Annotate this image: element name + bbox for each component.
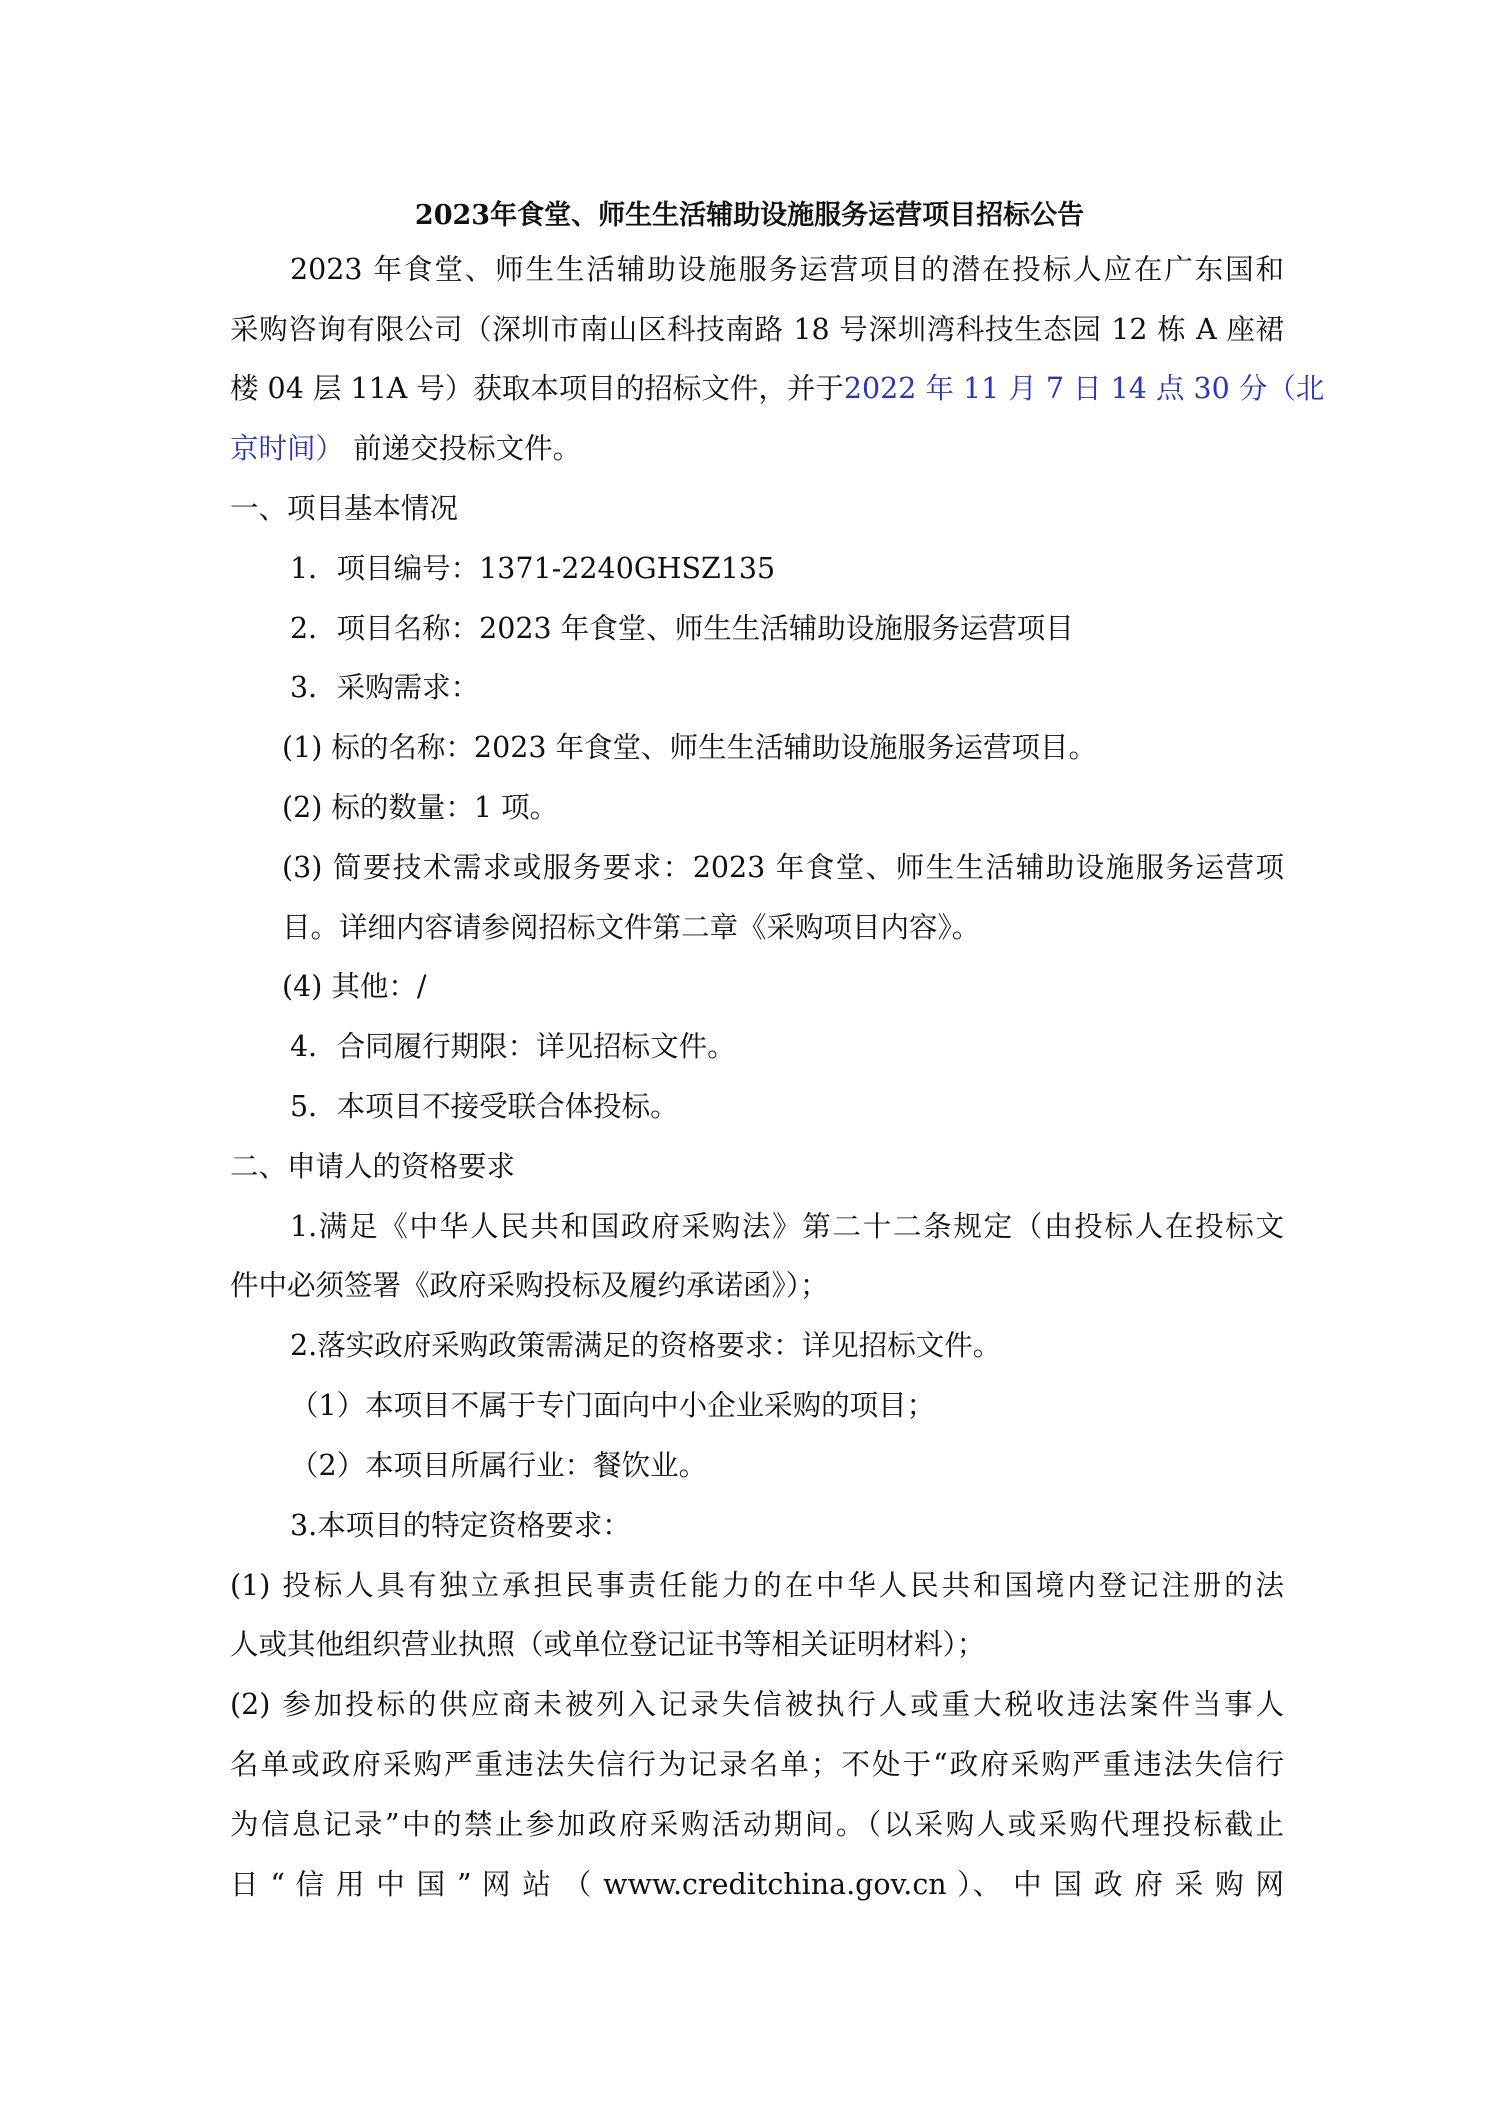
specific-req-1-line-1: (1) 投标人具有独立承担民事责任能力的在中华人民共和国境内登记注册的法	[230, 1569, 1284, 1602]
intro-line-2: 采购咨询有限公司（深圳市南山区科技南路 18 号深圳湾科技生态园 12 栋 A 座裙	[230, 313, 1284, 346]
contract-period: 4．合同履行期限：详见招标文件。	[290, 1030, 736, 1063]
specific-req-2-line-3: 为信息记录”中的禁止参加政府采购活动期间。（以采购人或采购代理投标截止	[230, 1808, 1284, 1841]
intro-line-3	[230, 369, 1325, 409]
other-info: (4) 其他：/	[282, 970, 427, 1003]
procurement-needs: 3．采购需求：	[290, 671, 480, 704]
lot-name: (1) 标的名称：2023 年食堂、师生生活辅助设施服务运营项目。	[282, 731, 1098, 764]
bid-deadline-timezone: 京时间）	[230, 432, 345, 465]
specific-req-2-line-1: (2) 参加投标的供应商未被列入记录失信被执行人或重大税收违法案件当事人	[230, 1688, 1284, 1721]
specific-req-1-line-2: 人或其他组织营业执照（或单位登记证书等相关证明材料）；	[230, 1628, 986, 1661]
project-name: 2．项目名称：2023 年食堂、师生生活辅助设施服务运营项目	[290, 612, 1074, 645]
intro-line-1: 2023 年食堂、师生生活辅助设施服务运营项目的潜在投标人应在广东国和	[290, 253, 1284, 286]
document-title: 2023年食堂、师生生活辅助设施服务运营项目招标公告	[414, 200, 1085, 231]
specific-req-2-line-2: 名单或政府采购严重违法失信行为记录名单；不处于“政府采购严重违法失信行	[230, 1748, 1284, 1781]
section-2-heading: 二、申请人的资格要求	[230, 1150, 516, 1183]
specific-req-2-line-4: 日 “ 信 用 中 国 ” 网 站 （ www.creditchina.gov.cn ）、 中 国 政 府 采 购 网	[230, 1868, 1284, 1901]
lot-quantity: (2) 标的数量：1 项。	[282, 791, 559, 824]
qualification-1-line-2: 件中必须签署《政府采购投标及履约承诺函》）；	[230, 1269, 829, 1302]
intro-line-4-text: 前递交投标文件。	[353, 432, 582, 465]
project-number: 1．项目编号：1371-2240GHSZ135	[290, 552, 776, 585]
tech-requirements-line-2: 目。详细内容请参阅招标文件第二章《采购项目内容》。	[282, 911, 981, 944]
intro-line-3-text: 楼 04 层 11A 号）获取本项目的招标文件，并于	[230, 372, 844, 405]
qualification-3: 3.本项目的特定资格要求：	[290, 1509, 631, 1542]
bid-deadline: 2022 年 11 月 7 日 14 点 30 分（北	[843, 372, 1325, 405]
intro-line-4	[230, 429, 581, 469]
section-1-heading: 一、项目基本情况	[230, 492, 459, 525]
qualification-2: 2.落实政府采购政策需满足的资格要求：详见招标文件。	[290, 1329, 1002, 1362]
qualification-2-item-2: （2）本项目所属行业：餐饮业。	[290, 1449, 708, 1482]
no-consortium: 5．本项目不接受联合体投标。	[290, 1090, 679, 1123]
qualification-1-line-1: 1.满足《中华人民共和国政府采购法》第二十二条规定（由投标人在投标文	[290, 1210, 1284, 1243]
tech-requirements-line-1: (3) 简要技术需求或服务要求：2023 年食堂、师生生活辅助设施服务运营项	[282, 851, 1284, 884]
qualification-2-item-1: （1）本项目不属于专门面向中小企业采购的项目；	[290, 1389, 936, 1422]
